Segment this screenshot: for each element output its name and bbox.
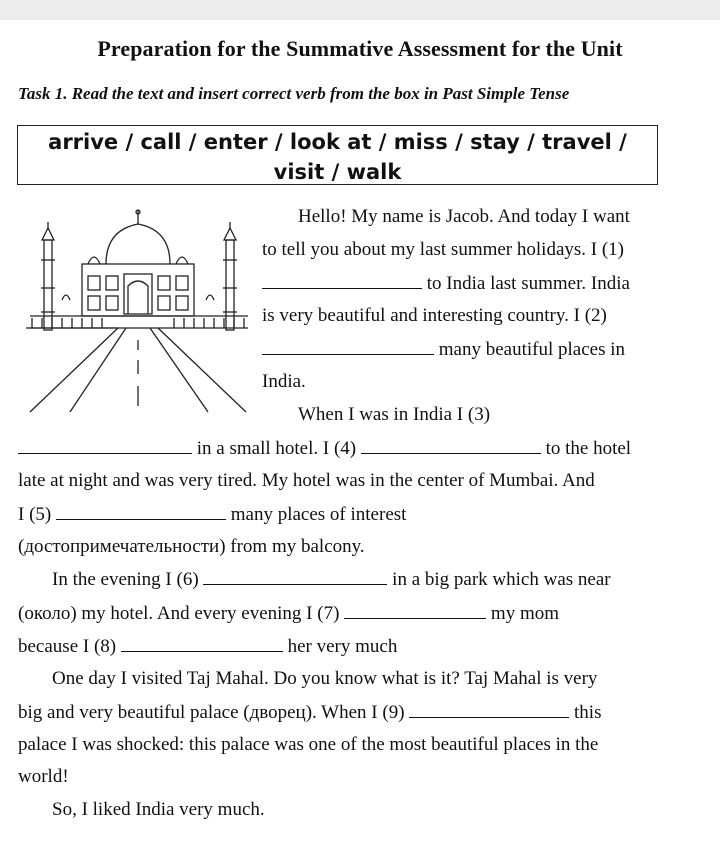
text-line-2: to tell you about my last summer holidays. I (1) (262, 239, 625, 260)
text-line-7: When I was in India I (3) (298, 404, 491, 425)
text-line-19: So, I liked India very much. (52, 799, 265, 820)
word-box-line-2: visit / walk (273, 160, 402, 184)
text-line-5-label: many beautiful places in (438, 339, 625, 360)
text-line-14-a: because I (8) (18, 636, 117, 657)
text-line-10 (18, 504, 406, 525)
blank-6[interactable] (203, 569, 387, 585)
text-line-13 (18, 603, 559, 624)
text-line-3 (262, 273, 630, 294)
text-line-15: One day I visited Taj Mahal. Do you know what is it? Taj Mahal is very (52, 668, 598, 689)
text-line-10-a: I (5) (18, 504, 52, 525)
text-line-4: is very beautiful and interesting country. I (2) (262, 305, 607, 326)
text-line-13-b: my mom (490, 603, 560, 624)
text-line-8 (18, 438, 631, 459)
text-line-12-b: in a big park which was near (392, 569, 611, 590)
text-line-17: palace I was shocked: this palace was one of the most beautiful places in the (18, 734, 599, 755)
top-bar (0, 0, 720, 20)
text-line-5 (262, 339, 625, 360)
text-line-13-a: (около) my hotel. And every evening I (7) (18, 603, 340, 624)
task-instruction: Task 1. Read the text and insert correct verb from the box in Past Simple Tense (18, 84, 570, 103)
page-title: Preparation for the Summative Assessment for the Unit (97, 36, 623, 61)
text-line-12-a: In the evening I (6) (52, 569, 199, 590)
text-line-18: world! (18, 766, 69, 787)
word-box-line-1: arrive / call / enter / look at / miss / stay / travel / (48, 130, 627, 154)
text-line-8-a: in a small hotel. I (4) (196, 438, 357, 459)
text-line-16-a: big and very beautiful palace (дворец). When I (9) (18, 702, 405, 723)
text-line-8-b: to the hotel (545, 438, 632, 459)
text-line-14-b: her very much (287, 636, 398, 657)
text-line-12 (52, 569, 611, 590)
text-line-16-b: this (574, 702, 602, 723)
blank-5[interactable] (56, 504, 226, 520)
text-line-14 (18, 636, 397, 657)
blank-4[interactable] (361, 438, 541, 454)
text-line-6: India. (262, 371, 306, 392)
blank-3[interactable] (18, 438, 192, 454)
taj-mahal-illustration-icon (22, 200, 254, 418)
text-line-16 (18, 702, 601, 723)
blank-2[interactable] (262, 339, 434, 355)
blank-9[interactable] (409, 702, 569, 718)
word-box (17, 125, 658, 185)
blank-7[interactable] (344, 603, 486, 619)
blank-8[interactable] (121, 636, 283, 652)
text-line-11: (достопримечательности) from my balcony. (18, 536, 365, 557)
text-line-3-label: to India last summer. India (426, 273, 630, 294)
blank-1[interactable] (262, 273, 422, 289)
text-line-1: Hello! My name is Jacob. And today I want (298, 206, 630, 227)
text-line-9: late at night and was very tired. My hotel was in the center of Mumbai. And (18, 470, 595, 491)
text-line-10-b: many places of interest (230, 504, 407, 525)
